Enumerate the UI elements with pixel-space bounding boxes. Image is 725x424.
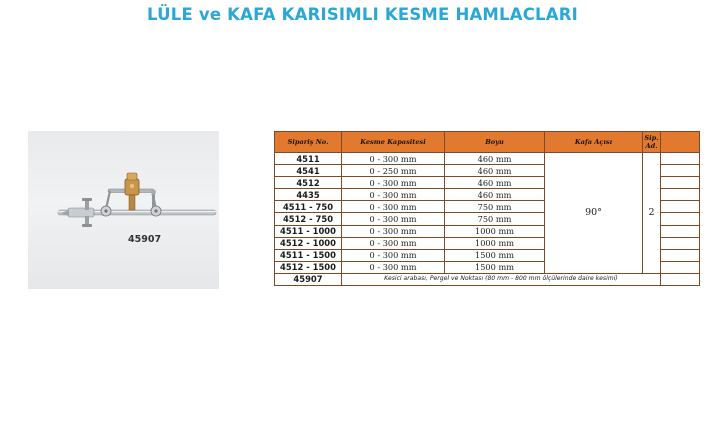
spec-table (274, 131, 700, 286)
cell-length: 1000 mm (445, 225, 545, 237)
accessory-row (275, 273, 700, 285)
cell-capacity: 0 - 300 mm (342, 261, 445, 273)
cell-entry[interactable] (661, 165, 700, 177)
cell-length: 1500 mm (445, 261, 545, 273)
cell-length: 1500 mm (445, 249, 545, 261)
cell-capacity: 0 - 300 mm (342, 189, 445, 201)
cell-order-qty: 2 (643, 153, 661, 274)
cell-entry[interactable] (661, 153, 700, 165)
cell-capacity: 0 - 300 mm (342, 153, 445, 165)
product-code: 45907 (128, 234, 162, 245)
header-head-angle: Kafa Açısı (545, 132, 643, 153)
cell-capacity: 0 - 300 mm (342, 237, 445, 249)
cell-capacity: 0 - 300 mm (342, 225, 445, 237)
cell-order-no: 4512 - 1500 (275, 261, 342, 273)
cell-length: 460 mm (445, 177, 545, 189)
page-title: LÜLE ve KAFA KARISIMLI KESME HAMLACLARI (147, 5, 578, 24)
cell-entry[interactable] (661, 261, 700, 273)
header-length: Boyu (445, 132, 545, 153)
cell-order-no: 4512 (275, 177, 342, 189)
cell-order-no: 4511 - 750 (275, 201, 342, 213)
cell-head-angle: 90° (545, 153, 643, 274)
cell-capacity: 0 - 250 mm (342, 165, 445, 177)
header-order-qty: Sip. Ad. (643, 132, 661, 153)
cell-length: 460 mm (445, 165, 545, 177)
header-blank (661, 132, 700, 153)
cell-order-no: 4511 (275, 153, 342, 165)
cell-capacity: 0 - 300 mm (342, 177, 445, 189)
cell-length: 750 mm (445, 201, 545, 213)
header-order-no: Sipariş No. (275, 132, 342, 153)
table-header-row (275, 132, 700, 153)
cell-order-no: 4512 - 750 (275, 213, 342, 225)
cutting-torch-with-trolley-and-compass-icon (28, 131, 219, 289)
cell-length: 460 mm (445, 189, 545, 201)
cell-order-no: 4511 - 1500 (275, 249, 342, 261)
cell-capacity: 0 - 300 mm (342, 201, 445, 213)
header-cutting-capacity: Kesme Kapasitesi (342, 132, 445, 153)
cell-entry[interactable] (661, 213, 700, 225)
cell-length: 1000 mm (445, 237, 545, 249)
cell-length: 750 mm (445, 213, 545, 225)
cell-accessory-note: Kesici arabası, Pergel ve Noktası (80 mm - 800 mm ölçülerinde daire kesimi) (342, 273, 661, 285)
product-image-panel (28, 131, 219, 289)
cell-capacity: 0 - 300 mm (342, 213, 445, 225)
cell-order-no: 4541 (275, 165, 342, 177)
cell-length: 460 mm (445, 153, 545, 165)
cell-entry[interactable] (661, 249, 700, 261)
cell-accessory-code: 45907 (275, 273, 342, 285)
cell-order-no: 4435 (275, 189, 342, 201)
cell-order-no: 4511 - 1000 (275, 225, 342, 237)
cell-entry[interactable] (661, 201, 700, 213)
cell-capacity: 0 - 300 mm (342, 249, 445, 261)
cell-entry[interactable] (661, 237, 700, 249)
cell-entry[interactable] (661, 177, 700, 189)
cell-entry[interactable] (661, 189, 700, 201)
table-row (275, 153, 700, 165)
cell-entry[interactable] (661, 225, 700, 237)
cell-entry[interactable] (661, 273, 700, 285)
cell-order-no: 4512 - 1000 (275, 237, 342, 249)
